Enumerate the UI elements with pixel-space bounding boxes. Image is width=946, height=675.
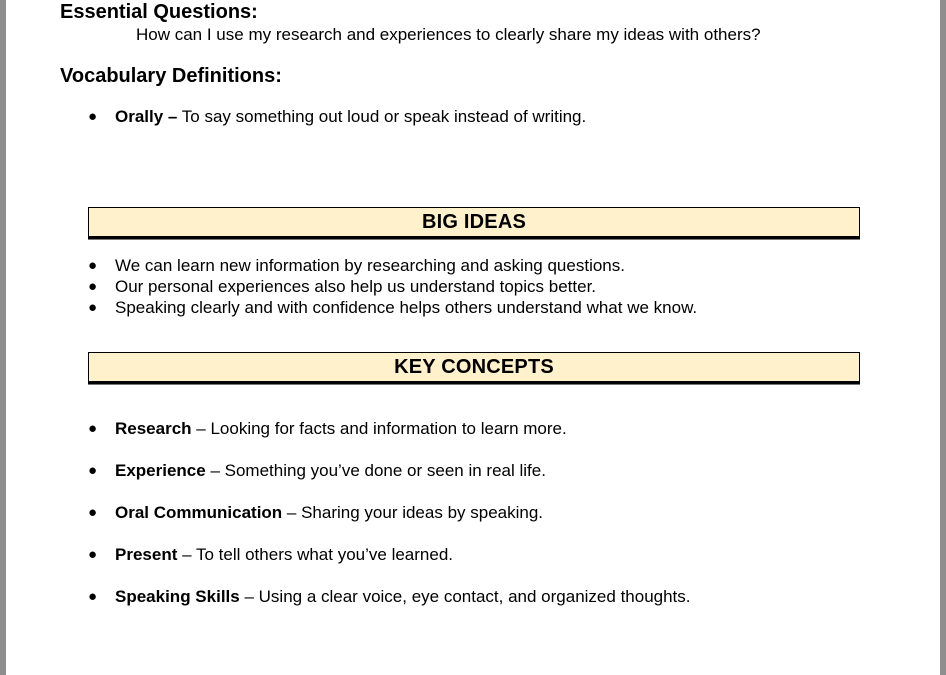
key-concept-term: Present [115,545,178,564]
key-concept-term: Oral Communication [115,503,283,522]
key-concepts-list [60,417,691,609]
key-concepts-banner: KEY CONCEPTS [88,352,860,384]
big-idea-item [60,276,697,297]
bullet-icon: ● [88,108,98,125]
key-concept-term: Experience [115,461,206,480]
key-concept-definition: – To tell others what you’ve learned. [177,545,454,564]
big-idea-item [60,297,697,318]
big-idea-text: We can learn new information by researching and asking questions. [115,256,625,275]
bullet-icon: ● [88,504,98,521]
key-concept-item [60,417,691,441]
bullet-icon: ● [88,278,98,295]
big-idea-text: Speaking clearly and with confidence helps others understand what we know. [115,298,698,317]
essential-question-text: How can I use my research and experiences to clearly share my ideas with others? [136,25,761,44]
key-concept-term: Speaking Skills [115,587,240,606]
big-idea-text: Our personal experiences also help us understand topics better. [115,277,597,296]
key-concept-term: Research [115,419,192,438]
bullet-icon: ● [88,299,98,316]
key-concept-definition: – Using a clear voice, eye contact, and organized thoughts. [239,587,691,606]
big-ideas-banner: BIG IDEAS [88,207,860,239]
vocabulary-heading: Vocabulary Definitions: [60,65,282,87]
key-concept-item [60,459,691,483]
key-concept-definition: – Looking for facts and information to learn more. [191,419,567,438]
bullet-icon: ● [88,257,98,274]
big-ideas-list [60,255,697,318]
vocabulary-list [60,105,586,129]
key-concept-item [60,585,691,609]
bullet-icon: ● [88,462,98,479]
key-concept-definition: – Sharing your ideas by speaking. [282,503,544,522]
big-idea-item [60,255,697,276]
key-concept-item [60,501,691,525]
bullet-icon: ● [88,546,98,563]
key-concept-definition: – Something you’ve done or seen in real life. [205,461,546,480]
essential-questions-heading: Essential Questions: [60,1,258,23]
vocabulary-term: Orally – [115,107,178,126]
bullet-icon: ● [88,588,98,605]
bullet-icon: ● [88,420,98,437]
document-page [6,0,940,675]
vocabulary-definition: To say something out loud or speak instead of writing. [177,107,587,126]
vocabulary-item [60,105,586,129]
key-concept-item [60,543,691,567]
